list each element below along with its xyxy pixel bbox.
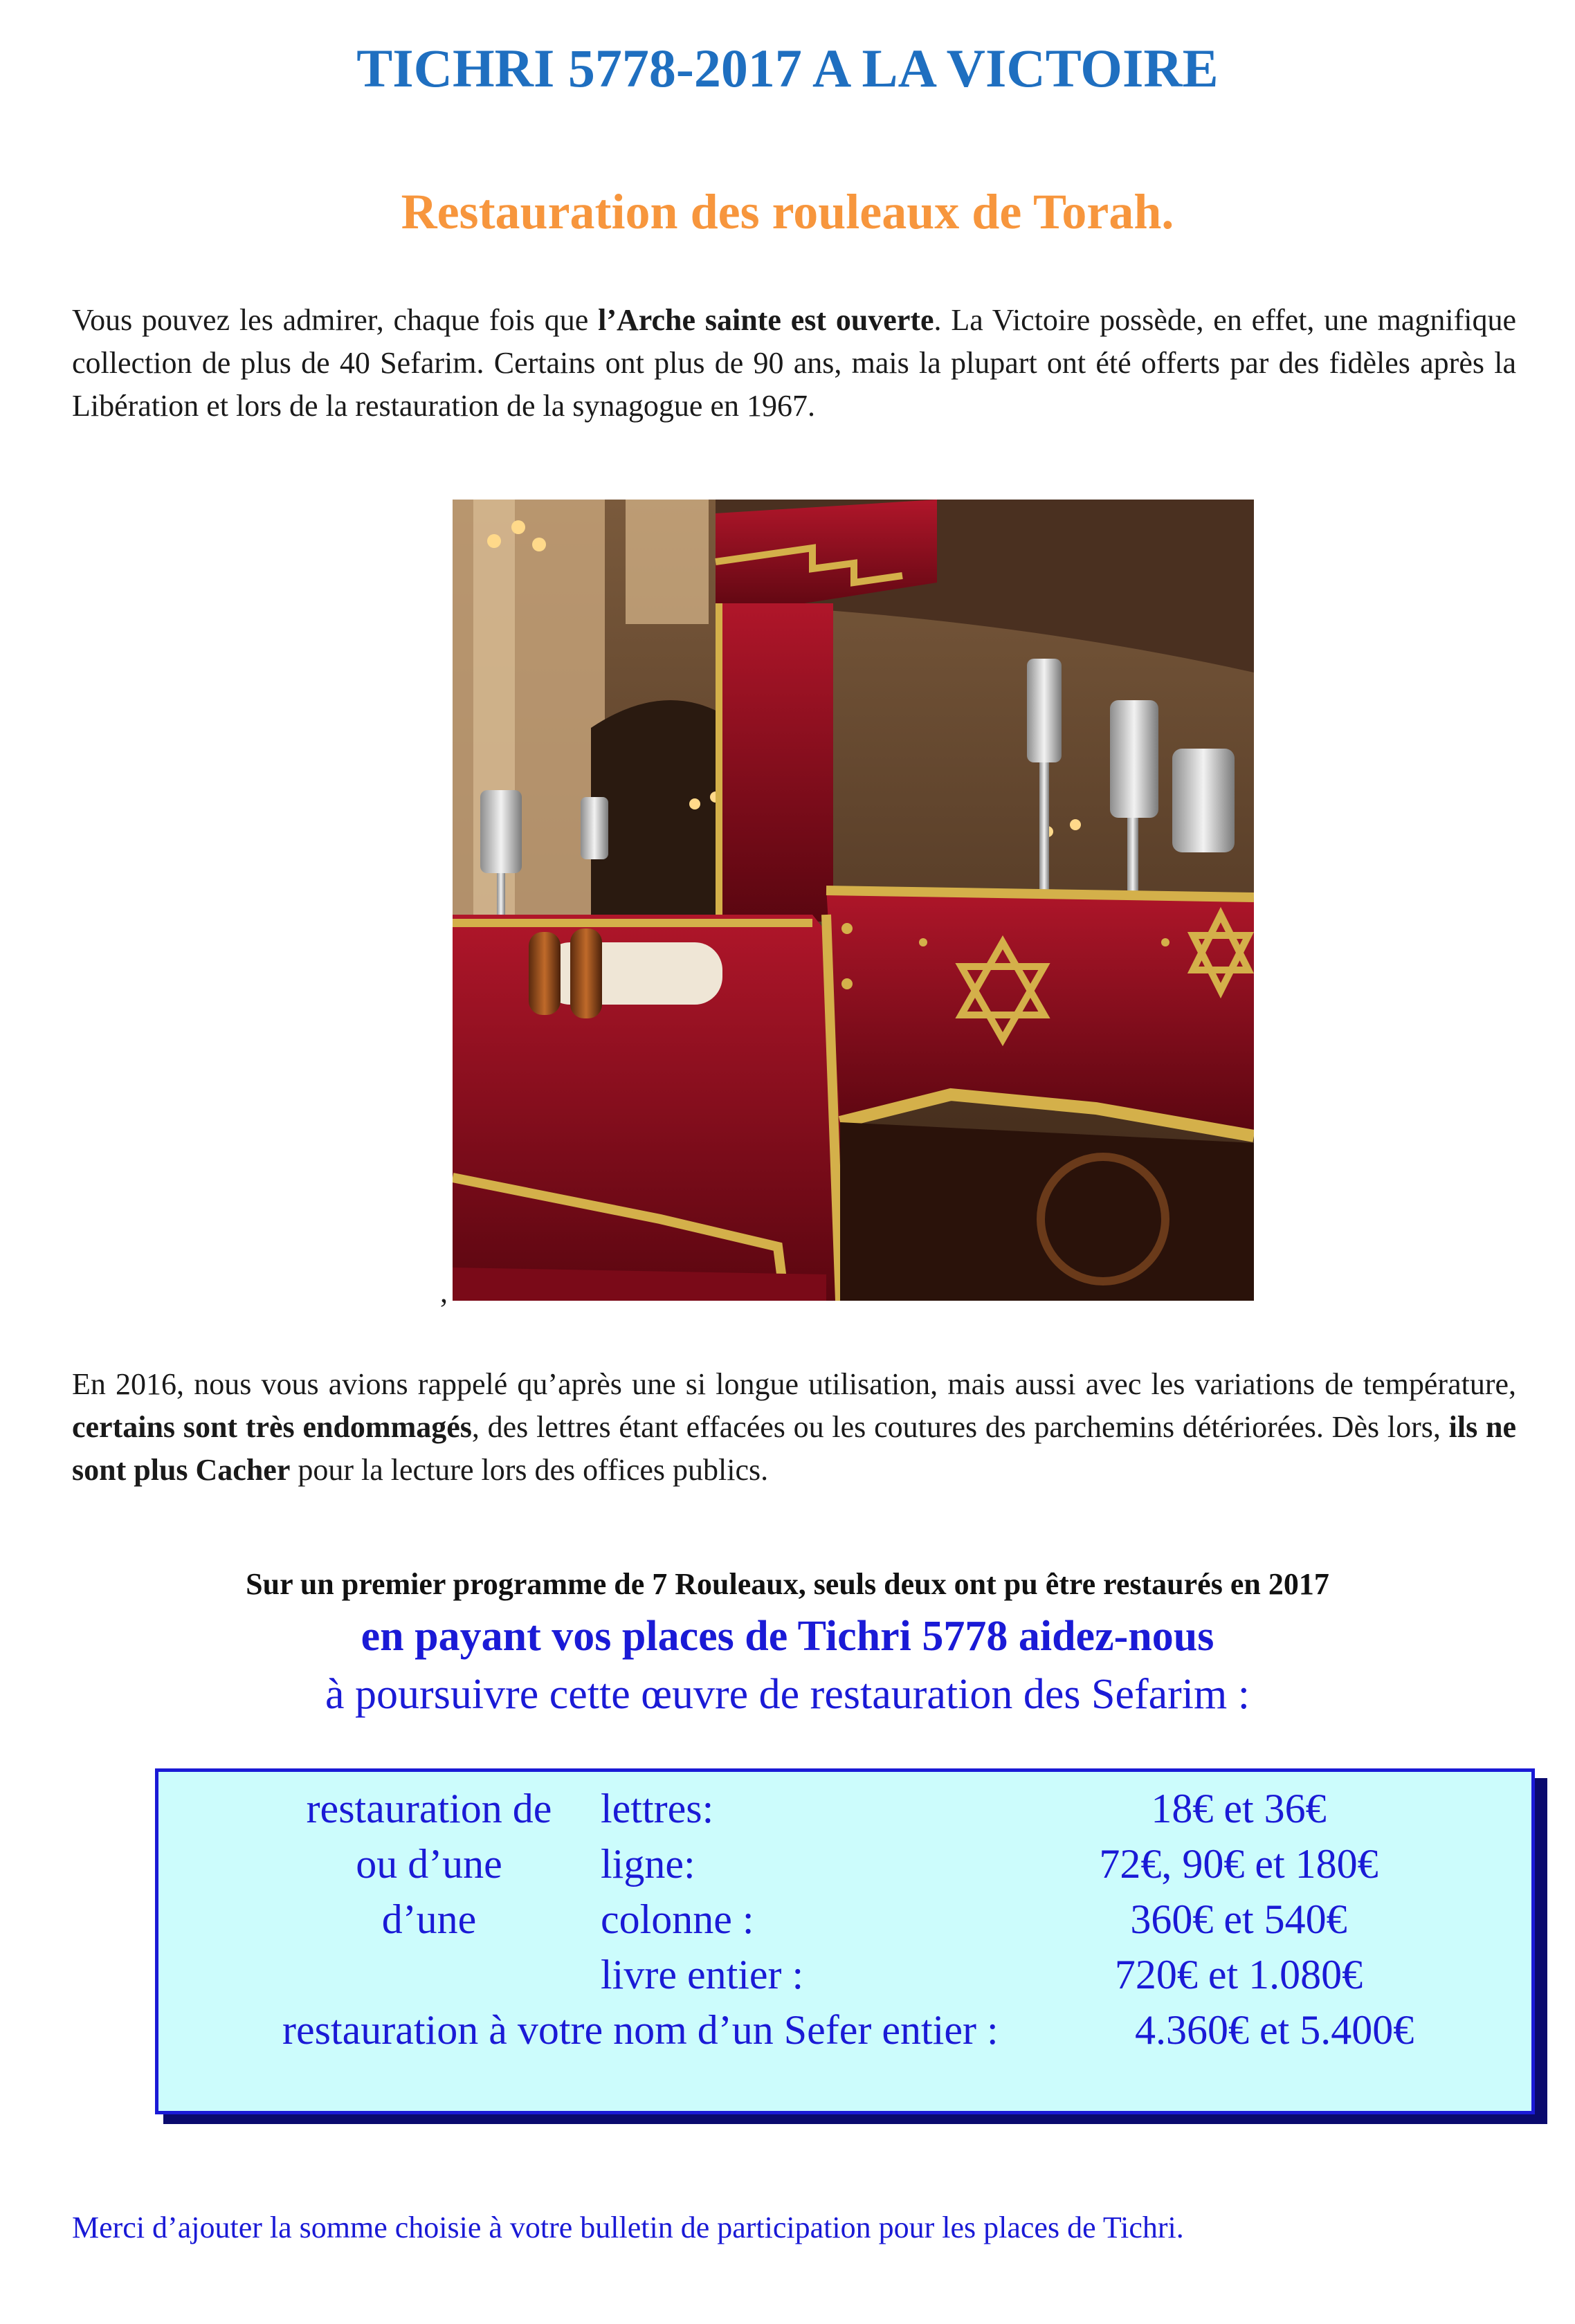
- pricing-row-price: 18€ et 36€: [1151, 1786, 1327, 1831]
- appeal-headline: en payant vos places de Tichri 5778 aidez-nous: [361, 1613, 1214, 1660]
- footer-note: Merci d’ajouter la somme choisie à votre bulletin de participation pour les places de Tichri.: [72, 2211, 1184, 2244]
- intro-paragraph: Vous pouvez les admirer, chaque fois que l’Arche sainte est ouverte. La Victoire possède, en effet, une magnifique collection de plus de 40 Sefarim. Certains ont plus de 90 ans, mais la plupart ont été offerts par des fidèles après la Libération et lors de la restauration de la synagogue en 1967.: [72, 303, 1517, 423]
- pricing-row-label: d’une: [381, 1896, 477, 1942]
- image-caption: ,: [440, 1275, 448, 1309]
- pricing-row-item: lettres:: [601, 1786, 714, 1831]
- pricing-full-price: 4.360€ et 5.400€: [1135, 2007, 1414, 2053]
- pricing-row-item: livre entier :: [601, 1952, 804, 1997]
- pricing-row-label: restauration de: [306, 1786, 552, 1831]
- page-title: TICHRI 5778-2017 A LA VICTOIRE: [356, 38, 1219, 98]
- pricing-row-price: 360€ et 540€: [1130, 1896, 1347, 1942]
- pricing-full-label: restauration à votre nom d’un Sefer entier :: [282, 2007, 999, 2053]
- program-line: Sur un premier programme de 7 Rouleaux, seuls deux ont pu être restaurés en 2017: [246, 1567, 1329, 1601]
- page-subtitle: Restauration des rouleaux de Torah.: [401, 184, 1174, 239]
- torah-scrolls-photo: [453, 500, 1254, 1301]
- pricing-row-item: colonne :: [601, 1896, 754, 1942]
- pricing-row-label: ou d’une: [356, 1841, 502, 1887]
- pricing-row-price: 72€, 90€ et 180€: [1099, 1841, 1378, 1887]
- damage-paragraph: En 2016, nous vous avions rappelé qu’après une si longue utilisation, mais aussi avec les variations de température, certains sont très endommagés, des lettres étant effacées ou les coutures des parchemins détériorées. Dès lors, ils ne sont plus Cacher pour la lecture lors des offices publics.: [72, 1367, 1516, 1487]
- pricing-row-item: ligne:: [601, 1841, 695, 1887]
- appeal-line: à poursuivre cette œuvre de restauration des Sefarim :: [325, 1671, 1250, 1718]
- pricing-row-price: 720€ et 1.080€: [1114, 1952, 1363, 1997]
